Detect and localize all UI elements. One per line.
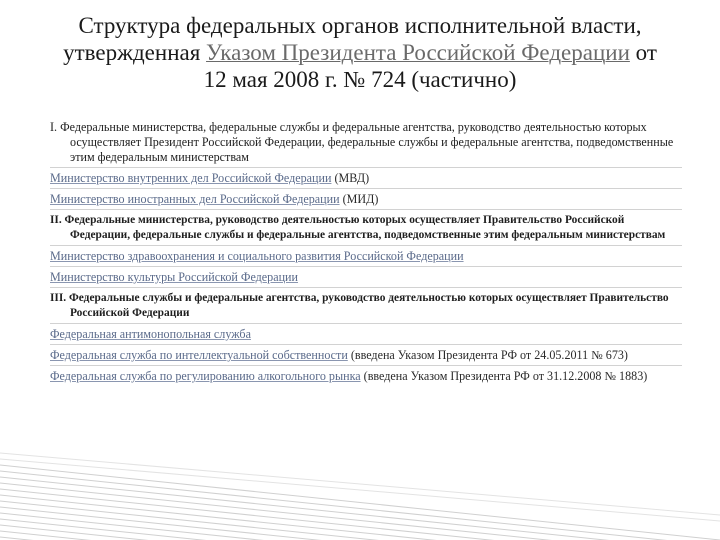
ministry-link[interactable]: Министерство культуры Российской Федерации <box>50 270 299 284</box>
item-note: (МИД) <box>339 192 379 206</box>
title-line-2 <box>28 39 692 66</box>
decorative-diagonal-lines <box>0 445 720 540</box>
title-line-3: 12 мая 2008 г. № 724 (частично) <box>203 67 517 92</box>
list-item <box>50 266 682 287</box>
list-item <box>50 245 682 266</box>
ministry-link[interactable]: Министерство внутренних дел Российской Федерации <box>50 171 332 185</box>
structure-list <box>50 120 682 386</box>
item-note: (МВД) <box>331 171 370 185</box>
list-item <box>50 167 682 188</box>
item-note: (введена Указом Президента РФ от 24.05.2011 № 673) <box>347 348 628 362</box>
section-heading: I. Федеральные министерства, федеральные службы и федеральные агентства, руководство деятельностью которых осуществляет Президент Российской Федерации, федеральные службы и федеральные агентства, подведомственные этим федеральным министерствам <box>50 120 674 164</box>
list-item <box>50 344 682 365</box>
ministry-link[interactable]: Министерство здравоохранения и социального развития Российской Федерации <box>50 249 464 263</box>
service-link[interactable]: Федеральная антимонопольная служба <box>50 327 251 341</box>
decree-link[interactable]: Указом Президента Российской Федерации <box>206 40 630 65</box>
service-link[interactable]: Федеральная служба по регулированию алкогольного рынка <box>50 369 361 383</box>
service-link[interactable]: Федеральная служба по интеллектуальной собственности <box>50 348 348 362</box>
page-title <box>28 12 692 93</box>
section-heading: II. Федеральные министерства, руководство деятельностью которых осуществляет Правительство Российской Федерации, федеральные службы и федеральные агентства, подведомственные этим федеральным министерствам <box>50 209 682 245</box>
title-prefix: утвержденная <box>63 40 201 65</box>
list-item <box>50 188 682 209</box>
section-heading: III. Федеральные службы и федеральные агентства, руководство деятельностью которых осуществляет Правительство Российской Федерации <box>50 287 682 323</box>
list-item <box>50 323 682 344</box>
title-line-1: Структура федеральных органов исполнительной власти, <box>78 13 642 38</box>
ministry-link[interactable]: Министерство иностранных дел Российской Федерации <box>50 192 340 206</box>
item-note: (введена Указом Президента РФ от 31.12.2008 № 1883) <box>360 369 648 383</box>
title-suffix: от <box>635 40 657 65</box>
list-item <box>50 365 682 386</box>
